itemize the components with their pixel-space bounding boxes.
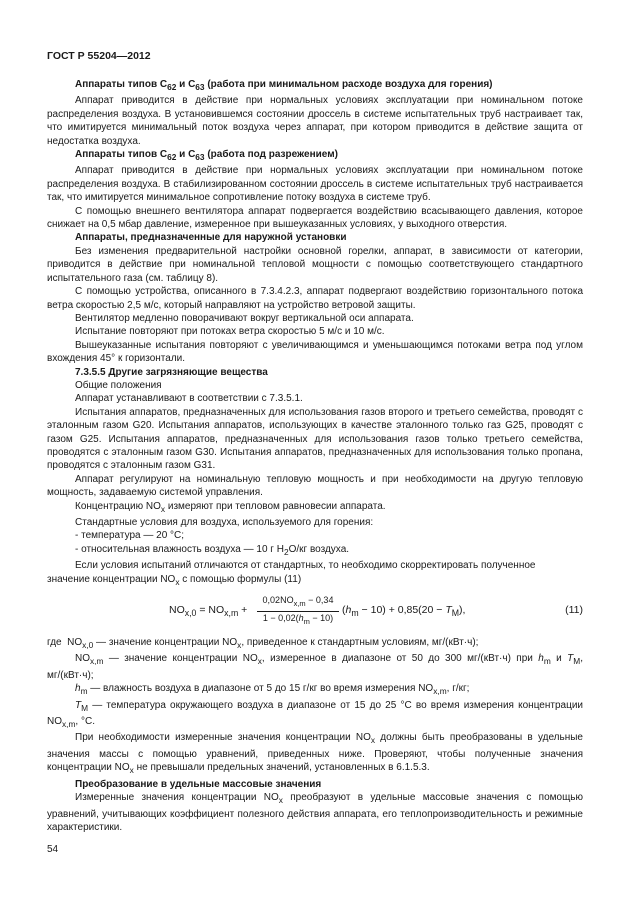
- paragraph: Без изменения предварительной настройки основной горелки, аппарат, в зависимости от категории, приводится в действие при номинальной тепловой мощности с помощью соответствующего стандартного испытательного газа (см. таблицу 8).: [47, 245, 583, 284]
- where-item: $NO_{x,m}$ — значение концентрации $NO_x$, измеренное в диапазоне от 50 до 300 мг/(кВт·ч) при $h_m$ и $T_M$, мг/(кВт·ч);: [47, 653, 583, 681]
- paragraph: Общие положения: [75, 379, 162, 391]
- paragraph: Концентрацию $NO_x$ измеряют при тепловом равновесии аппарата.: [75, 500, 386, 514]
- paragraph: Измеренные значения концентрации $NO_x$ преобразуют в удельные массовые значения с помощью уравнений, учитывающих коэффициент полезного действия аппарата, его теплопроизводительность и режимные характеристики.: [47, 792, 584, 833]
- formula-fraction: [257, 594, 339, 628]
- heading-conversion: Преобразование в удельные массовые значения: [75, 778, 322, 790]
- document-header: ГОСТ Р 55204—2012: [47, 50, 151, 62]
- paragraph: При необходимости измеренные значения концентрации $NO_x$ должны быть преобразованы в удельные значения массы с помощью уравнений, приведенных ниже. Проверяют, чтобы полученные значения концентрации $NO_x$ не превышали предельных значений, установленных в 6.1.5.3.: [47, 732, 583, 776]
- paragraph: С помощью устройства, описанного в 7.3.4.2.3, аппарат подвергают воздействию горизонтального потока ветра скоростью 2,5 м/с, который направляют на устройство ветровой защиты.: [47, 286, 583, 311]
- section-heading: 7.3.5.5 Другие загрязняющие вещества: [75, 366, 268, 378]
- paragraph: Вентилятор медленно поворачивают вокруг вертикальной оси аппарата.: [75, 312, 414, 324]
- formula-lhs: $NO_{x,0} = NO_{x,m}$ +: [169, 604, 248, 619]
- where-item: где $NO_{x,0}$ — значение концентрации $NO_x$, приведенное к стандартным условиям, мг/(кВт·ч);: [47, 637, 479, 651]
- paragraph: Аппарат устанавливают в соответствии с 7.3.5.1.: [75, 393, 303, 405]
- paragraph: Вышеуказанные испытания повторяют с увеличивающимся и уменьшающимся потоками ветра под углом вхождения 45° к горизонтали.: [47, 339, 583, 365]
- formula-number: (11): [565, 604, 583, 617]
- paragraph: С помощью внешнего вентилятора аппарат подвергается воздействию всасывающего давления, которое снижает на 0,5 мбар давление, измеренное при вышеуказанных условиях, у выходного отверстия.: [47, 205, 583, 231]
- paragraph: - относительная влажность воздуха — 10 г $H_2O/кг$ воздуха.: [75, 543, 350, 557]
- heading-min-air: Аппараты типов $C_{62}$ и $C_{63}$ (работа при минимальном расходе воздуха для горения): [75, 79, 493, 92]
- where-item: $T_M$ — температура окружающего воздуха в диапазоне от 15 до 25 °С во время измерения концентрации $NO_{x,m}$, °С.: [47, 699, 583, 730]
- formula-denominator: $1 - 0,02(h_m - 10)$: [262, 612, 334, 626]
- formula-11: [47, 592, 583, 632]
- paragraph: Испытание повторяют при потоках ветра скоростью 5 м/с и 10 м/с.: [75, 326, 385, 338]
- where-item: $h_m$ — влажность воздуха в диапазоне от 5 до 15 г/кг во время измерения $NO_{x,m}$, г/кг;: [75, 683, 470, 697]
- paragraph: - температура — 20 °С;: [75, 530, 185, 542]
- paragraph: Стандартные условия для воздуха, используемого для горения:: [75, 517, 374, 528]
- heading-outdoor: Аппараты, предназначенные для наружной установки: [75, 232, 347, 244]
- page-content: [47, 78, 583, 834]
- paragraph: Если условия испытаний отличаются от стандартных, то необходимо скорректировать полученное: [75, 560, 536, 572]
- paragraph: значение концентрации $NO_x$ с помощью формулы (11): [47, 573, 302, 587]
- paragraph: Аппарат регулируют на номинальную тепловую мощность и при необходимости на другую тепловую мощность, задаваемую системой управления.: [47, 473, 583, 499]
- formula-rhs: $(h_m - 10) + 0,85(20 - T_M)$,: [342, 604, 466, 619]
- paragraph: Аппарат приводится в действие при нормальных условиях эксплуатации при номинальном потоке распределения воздуха. В стабилизированном состоянии дроссель в системе испытательных труб настраивается так, что имитируется минимальное сопротивление потоку воздуха в системе труб.: [47, 165, 583, 204]
- paragraph: Аппарат приводится в действие при нормальных условиях эксплуатации при номинальном потоке распределения воздуха. В установившемся состоянии дроссель в системе испытательных труб настраивает так, что имитируется минимальный поток воздуха через аппарат, при котором приводится в действие защита от недостатка воздуха.: [47, 95, 583, 147]
- heading-negative-pressure: Аппараты типов $C_{62}$ и $C_{63}$ (работа под разрежением): [75, 149, 338, 163]
- page-number: 54: [47, 844, 59, 855]
- formula-numerator: $0,02NO_{x,m} - 0,34$: [257, 594, 339, 612]
- paragraph: Испытания аппаратов, предназначенных для использования газов второго и третьего семейства, проводят с эталонным газом G20. Испытания аппаратов, использующих в качестве эталонного только газ G25, проводят с газом G25. Испытания аппаратов, предназначенных для использования газов только третьего семейства, проводятся с эталонным газом G30. Испытания аппаратов, предназначенных для использования только пропана, проводятся с эталонным газом G31.: [47, 406, 583, 472]
